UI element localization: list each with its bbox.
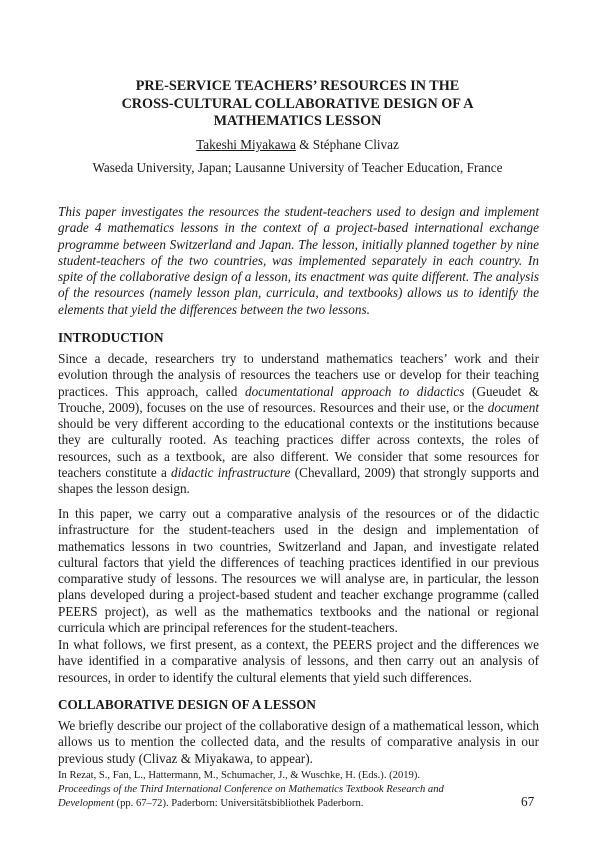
title-line: CROSS-CULTURAL COLLABORATIVE DESIGN OF A — [121, 95, 474, 112]
paragraph-text: Since a decade, researchers try to understand mathematics teachers’ work and their evolution through the analysis of resources the teachers use or develop for their teaching practices. This approach, called — [58, 351, 539, 399]
author-name: Takeshi Miyakawa — [196, 137, 296, 152]
body-paragraph — [58, 351, 539, 498]
author-list — [0, 137, 595, 153]
body-paragraph: In what follows, we first present, as a context, the PEERS project and the differences we have identified in a comparative analysis of lessons, and then carry out an analysis of resources, in order to identify the cultural elements that yield such differences. — [58, 637, 539, 685]
footer-text: In Rezat, S., Fan, L., Hattermann, M., Schumacher, J., & Wuschke, H. (Eds.). (2019). — [58, 770, 421, 781]
section-heading-collaborative-design: COLLABORATIVE DESIGN OF A LESSON — [58, 697, 316, 712]
body-paragraph: In this paper, we carry out a comparative analysis of the resources or of the didactic infrastructure for the student-teachers used in the design and implementation of mathematics lessons in two countries, Switzerland and Japan, and investigate related cultural factors that yield the differences of teaching practices identified in our previous comparative study of lessons. The resources we will analyse are, in particular, the lesson plans developed during a project-based student and teacher exchange programme (called PEERS project), as well as the mathematics textbooks and the national or regional curricula which are principal references for the student-teachers. — [58, 506, 539, 636]
italic-term: didactic infrastructure — [171, 465, 291, 481]
paragraph-text: (Gueudet & Trouche, 2009), focuses on the use of resources. Resources and their use, or the — [58, 383, 539, 415]
footer-text: (pp. 67–72). Paderborn: Universitätsbibliothek Paderborn. — [113, 798, 364, 810]
body-paragraph: We briefly describe our project of the collaborative design of a mathematical lesson, which allows us to mention the collected data, and the results of comparative analysis in our previous study (Clivaz & Miyakawa, to appear). — [58, 718, 539, 766]
abstract: This paper investigates the resources the student-teachers used to design and implement grade 4 mathematics lessons in the context of a project-based international exchange programme between Switzerland and Japan. The lesson, initially planned together by nine student-teachers of the two countries, was implemented separately in each country. In spite of the collaborative design of a lesson, its enactment was quite different. The analysis of the resources (namely lesson plan, curricula, and textbooks) allows us to identify the elements that yield the differences between the two lessons. — [58, 204, 539, 317]
italic-term: documentational approach to didactics — [244, 383, 465, 399]
citation-footer — [58, 769, 498, 812]
italic-term: document — [487, 399, 539, 415]
title-line: MATHEMATICS LESSON — [213, 113, 382, 129]
author-name: Stéphane Clivaz — [312, 137, 399, 152]
paragraph-text: (Chevallard, 2009) that strongly supports and shapes the lesson design. — [58, 465, 539, 497]
page-number: 67 — [521, 794, 535, 809]
paragraph-text: should be very different according to the educational contexts or the institutions because they are culturally rooted. As teaching practices differ across contexts, the roles of resources, such as a textbook, are also different. We consider that some resources for teachers constitute a — [58, 416, 539, 481]
title-line: PRE-SERVICE TEACHERS’ RESOURCES IN THE — [135, 78, 460, 94]
section-heading-introduction: INTRODUCTION — [58, 330, 164, 345]
affiliation: Waseda University, Japan; Lausanne University of Teacher Education, France — [92, 160, 503, 175]
paper-title — [0, 78, 595, 131]
footer-proceedings-title: Proceedings of the Third International Conference on Mathematics Textbook Research and Development — [58, 784, 444, 810]
author-separator: & — [295, 137, 313, 152]
